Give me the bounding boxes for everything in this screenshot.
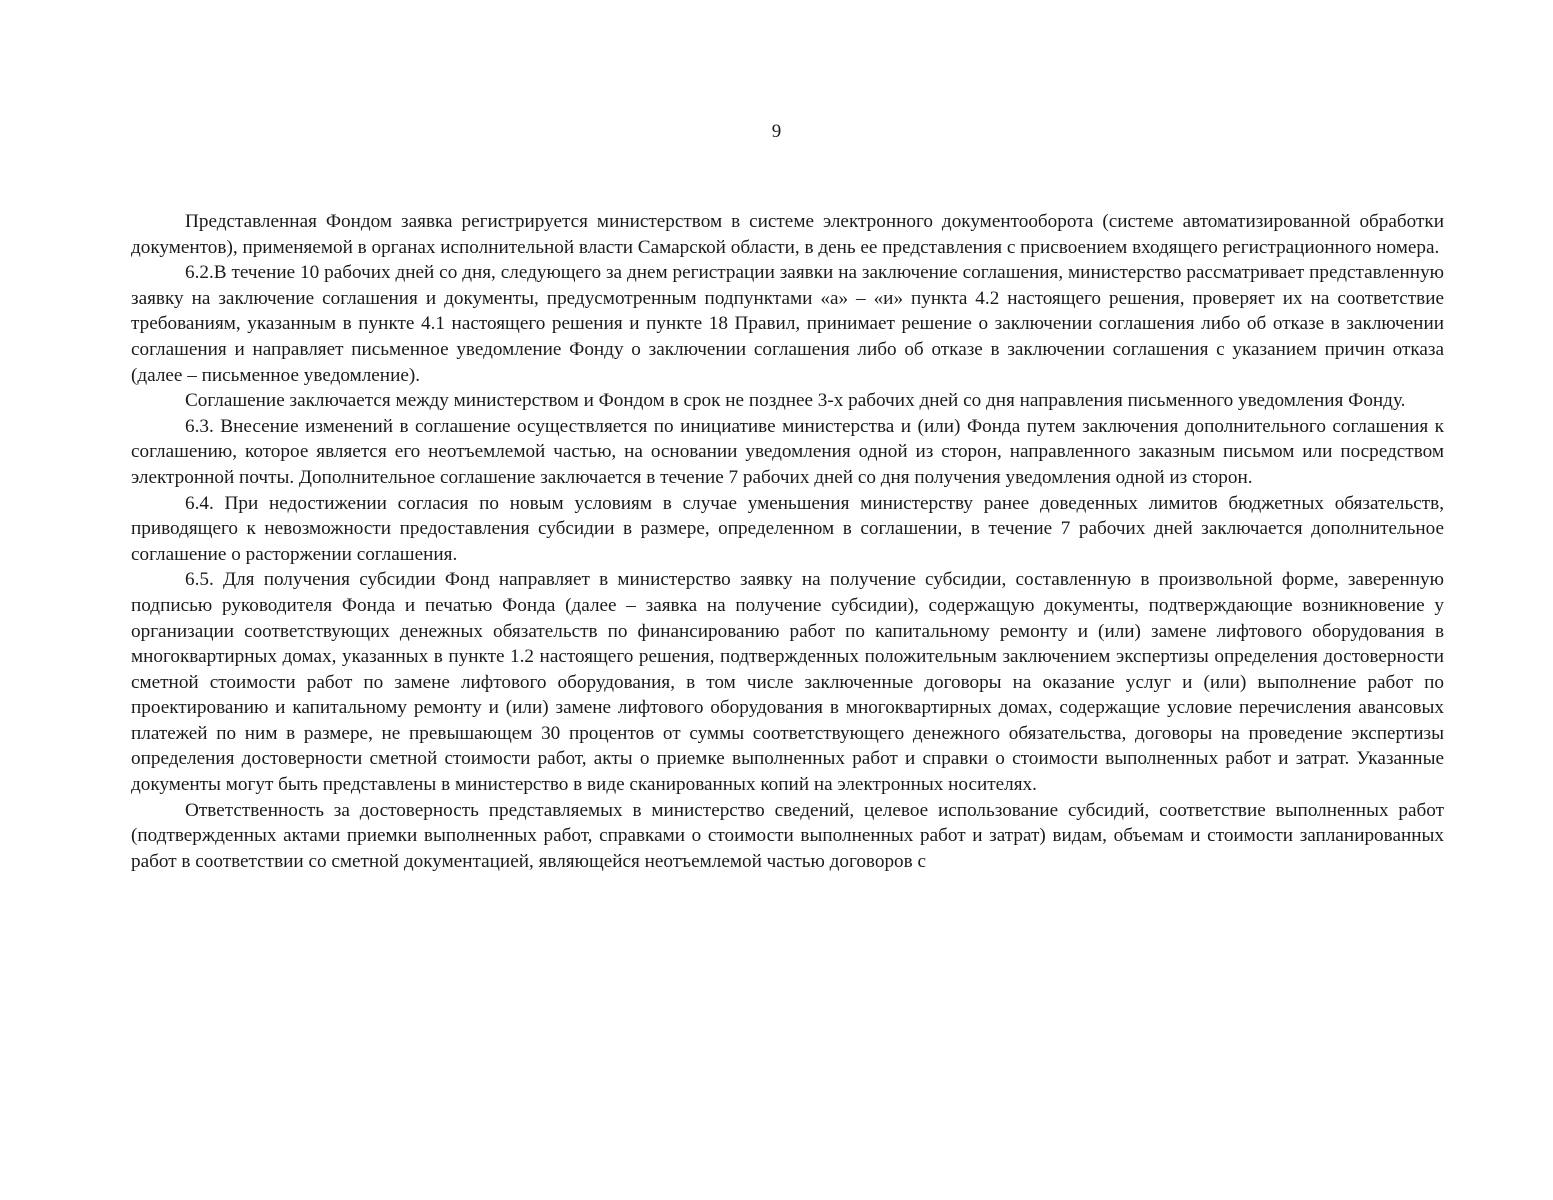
paragraph-6-2: 6.2.В течение 10 рабочих дней со дня, следующего за днем регистрации заявки на заключение соглашения, министерство рассматривает представленную заявку на заключение соглашения и документы, предусмотренным подпунктами «а» – «и» пункта 4.2 настоящего решения, проверяет их на соответствие требованиям, указанным в пункте 4.1 настоящего решения и пункте 18 Правил, принимает решение о заключении соглашения либо об отказе в заключении соглашения и направляет письменное уведомление Фонду о заключении соглашения либо об отказе в заключении соглашения с указанием причин отказа (далее – письменное уведомление). xyxy=(131,262,1444,386)
paragraph-6-5: 6.5. Для получения субсидии Фонд направляет в министерство заявку на получение субсидии, составленную в произвольной форме, заверенную подписью руководителя Фонда и печатью Фонда (далее – заявка на получение субсидии), содержащую документы, подтверждающие возникновение у организации соответствующих денежных обязательств по финансированию работ по капитальному ремонту и (или) замене лифтового оборудования в многоквартирных домах, указанных в пункте 1.2 настоящего решения, подтвержденных положительным заключением экспертизы определения достоверности сметной стоимости работ по замене лифтового оборудования, в том числе заключенные договоры на оказание услуг и (или) выполнение работ по проектированию и капитальному ремонту и (или) замене лифтового оборудования в многоквартирных домах, содержащие условие перечисления авансовых платежей по ним в размере, не превышающем 30 процентов от суммы соответствующего денежного обязательства, договоры на проведение экспертизы определения достоверности сметной стоимости работ, акты о приемке выполненных работ и справки о стоимости выполненных работ и затрат. Указанные документы могут быть представлены в министерство в виде сканированных копий на электронных носителях. xyxy=(131,569,1444,796)
page-number: 9 xyxy=(771,121,782,142)
paragraph-responsibility: Ответственность за достоверность представляемых в министерство сведений, целевое использование субсидий, соответствие выполненных работ (подтвержденных актами приемки выполненных работ, справками о стоимости выполненных работ и затрат) видам, объемам и стоимости запланированных работ в соответствии со сметной документацией, являющейся неотъемлемой частью договоров с xyxy=(131,799,1444,872)
body-text xyxy=(131,209,1444,874)
paragraph-registration: Представленная Фондом заявка регистрируется министерством в системе электронного документооборота (системе автоматизированной обработки документов), применяемой в органах исполнительной власти Самарской области, в день ее представления с присвоением входящего регистрационного номера. xyxy=(131,211,1444,258)
paragraph-agreement-term: Соглашение заключается между министерством и Фондом в срок не позднее 3-х рабочих дней со дня направления письменного уведомления Фонду. xyxy=(185,390,1406,412)
paragraph-6-3: 6.3. Внесение изменений в соглашение осуществляется по инициативе министерства и (или) Фонда путем заключения дополнительного соглашения к соглашению, которое является его неотъемлемой частью, на основании уведомления одной из сторон, направленного заказным письмом или посредством электронной почты. Дополнительное соглашение заключается в течение 7 рабочих дней со дня получения уведомления одной из сторон. xyxy=(131,415,1444,488)
paragraph-6-4: 6.4. При недостижении согласия по новым условиям в случае уменьшения министерству ранее доведенных лимитов бюджетных обязательств, приводящего к невозможности предоставления субсидии в размере, определенном в соглашении, в течение 7 рабочих дней заключается дополнительное соглашение о расторжении соглашения. xyxy=(131,492,1444,565)
